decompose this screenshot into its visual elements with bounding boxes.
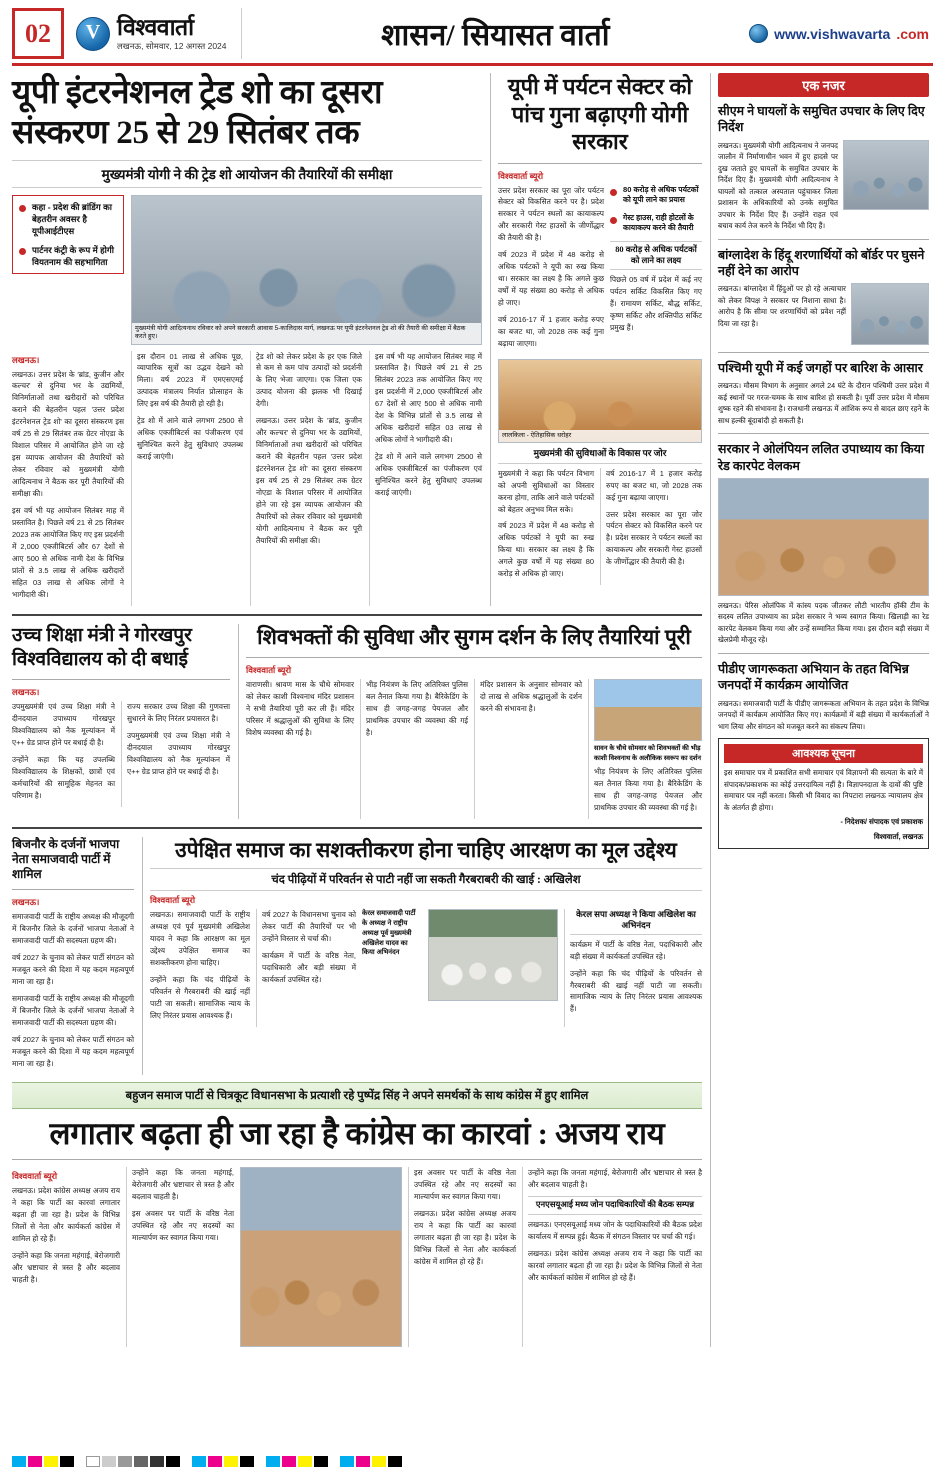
publication-logo <box>64 8 242 59</box>
swatch-black <box>60 1456 74 1467</box>
tourism-bullets <box>610 185 702 235</box>
notice-header: आवश्यक सूचना <box>724 744 923 763</box>
swatch-gray <box>86 1456 100 1467</box>
shiv-byline: विश्ववार्ता ब्यूरो <box>246 665 292 676</box>
higher-edu-byline: लखनऊ। <box>12 686 40 697</box>
tourism-body-col1: उत्तर प्रदेश सरकार का पूरा जोर पर्यटन सेक्टर को विकसित करने पर है। प्रदेश सरकार ने पर्यटन स्थलों का कायाकल्प और सरकारी गेस्ट हाउसों के जीर्णोद्धार की तैयारी की है। वर्ष 2023 में प्रदेश में 48 करोड़ से अधिक पर्यटकों ने यूपी का रुख किया था। सरकार का लक्ष्य है कि अगले कुछ वर्षों में यह संख्या 80 करोड़ से अधिक हो जाए। वर्ष 2016-17 में 1 हजार करोड़ रुपए का बजट था, जो 2028 तक कई गुना बढ़ाया जाएगा। <box>498 185 604 349</box>
swatch-cyan <box>266 1456 280 1467</box>
congress-body-col3: इस अवसर पर पार्टी के वरिष्ठ नेता उपस्थित रहे और नए सदस्यों का माल्यार्पण कर स्वागत किया गया। लखनऊ। प्रदेश कांग्रेस अध्यक्ष अजय राय ने कहा कि पार्टी का कारवां लगातार बढ़ता ही जा रहा है। प्रदेश के विभिन्न जिलों से नेता और कार्यकर्ता कांग्रेस में शामिल हो रहे हैं। <box>408 1167 516 1347</box>
website-tld: .com <box>896 25 929 42</box>
shiv-story <box>238 624 702 819</box>
higher-edu-story <box>12 624 230 819</box>
bijnor-story <box>12 837 134 1075</box>
ek-nazar-rail <box>710 73 929 1347</box>
masthead <box>12 8 933 66</box>
shiv-body-col1: वाराणसी। श्रावण मास के चौथे सोमवार को लेकर काशी विश्वनाथ मंदिर प्रशासन ने सभी तैयारियां पूरी कर ली हैं। मंदिर परिसर में श्रद्धालुओं की सुविधा के लिए विशेष व्यवस्था की गई है। <box>246 680 354 738</box>
shiv-body-col4: भीड़ नियंत्रण के लिए अतिरिक्त पुलिस बल तैनात किया गया है। बैरिकेडिंग के साथ ही जगह-जगह पेयजल और प्राथमिक उपचार की व्यवस्था की गई है। <box>594 766 702 812</box>
lead-byline: लखनऊ। <box>12 354 40 365</box>
akhilesh-photo <box>428 909 558 1001</box>
rail-item <box>718 661 929 732</box>
higher-edu-headline: उच्च शिक्षा मंत्री ने गोरखपुर विश्वविद्यालय को दी बधाई <box>12 625 192 670</box>
swatch-yellow <box>372 1456 386 1467</box>
swatch-magenta <box>28 1456 42 1467</box>
rail-item-photo <box>718 478 929 596</box>
swatch-yellow <box>44 1456 58 1467</box>
tourism-body-col4: वर्ष 2016-17 में 1 हजार करोड़ रुपए का बजट था, जो 2028 तक कई गुना बढ़ाया जाएगा। उत्तर प्रदेश सरकार का पूरा जोर पर्यटन सेक्टर को विकसित करने पर है। प्रदेश सरकार ने पर्यटन स्थलों का कायाकल्प और सरकारी गेस्ट हाउसों के जीर्णोद्धार की तैयारी की है। <box>600 468 702 586</box>
rail-item <box>718 103 929 232</box>
lead-body-col4: इस वर्ष भी यह आयोजन सितंबर माह में प्रस्तावित है। पिछले वर्ष 21 से 25 सितंबर 2023 तक आयोजित किए गए इस प्रदर्शनी में 2,000 एक्जीबिटर्स और 67 देशों से आए 500 से अधिक नामी देश के विभिन्न प्रांतों से 3.5 लाख से अधिक खरीदारों सहित 03 लाख से अधिक लोगों ने भागीदारी की। ट्रेड शो में आने वाले लगभग 2500 से अधिक एक्जीबिटर्स का पंजीकरण एवं सुनिश्चित करने हेतु सुविधाएं उपलब्ध कराई जाएंगी। <box>375 351 482 498</box>
shiv-photo <box>594 679 702 741</box>
swatch-magenta <box>208 1456 222 1467</box>
akhilesh-body-col3: कार्यक्रम में पार्टी के वरिष्ठ नेता, पदाधिकारी और बड़ी संख्या में कार्यकर्ता उपस्थित रहे। उन्होंने कहा कि चंद पीढ़ियों के परिवर्तन से गैरबराबरी की खाई नहीं पाटी जा सकती। सामाजिक न्याय के लिए निरंतर प्रयास आवश्यक हैं। <box>570 939 702 1014</box>
nsui-subheadline: एनएसयूआई मध्य जोन पदाधिकारियों की बैठक सम्पन्न <box>528 1196 702 1215</box>
lead-story <box>12 73 482 606</box>
website-url: www.vishwavarta <box>774 25 891 42</box>
akhilesh-headline: उपेक्षित समाज का सशक्तीकरण होना चाहिए आरक्षण का मूल उद्देश्य <box>175 837 677 862</box>
notice-box <box>718 738 929 849</box>
lead-photo-caption: मुख्यमंत्री योगी आदित्यनाथ रविवार को अपने सरकारी आवास 5-कालिदास मार्ग, लखनऊ पर यूपी इंटरनेशनल ट्रेड शो की तैयारी की समीक्षा में बैठक करते हुए। <box>132 323 481 344</box>
lead-bullet: पार्टनर कंट्री के रूप में होगी वियतनाम की सहभागिता <box>19 244 117 268</box>
page-number: 02 <box>12 8 64 59</box>
section-title: शासन/ सियासत वार्ता <box>381 19 610 52</box>
akhilesh-photo-caption: केरल समाजवादी पार्टी के अध्यक्ष ने राष्ट्रीय अध्यक्ष पूर्व मुख्यमंत्री अखिलेश यादव का किया अभिनंदन <box>362 910 416 957</box>
akhilesh-byline: विश्ववार्ता ब्यूरो <box>150 895 196 906</box>
rail-item <box>718 360 929 426</box>
publication-title: विश्ववार्ता <box>117 15 194 41</box>
bijnor-headline: बिजनौर के दर्जनों भाजपा नेता समाजवादी पार्टी में शामिल <box>12 836 120 881</box>
rail-item-title: बांग्लादेश के हिंदू शरणार्थियों को बॉर्डर पर घुसने नहीं देने का आरोप <box>718 247 925 278</box>
lead-subheadline: मुख्यमंत्री योगी ने की ट्रेड शो आयोजन की तैयारियों की समीक्षा <box>12 160 482 188</box>
rail-item-title: सरकार ने ओलंपियन ललित उपाध्याय का किया रेड कारपेट वेलकम <box>718 442 925 473</box>
swatch-cyan <box>12 1456 26 1467</box>
lead-bullet: कहा - प्रदेश की ब्रांडिंग का बेहतरीन अवसर है यूपीआईटीएस <box>19 201 117 237</box>
lead-body-col2: इस दौरान 01 लाख से अधिक पूछ, व्यापारिक सूत्रों का उद्भव देखने को मिला। वर्ष 2023 में एमएसएमई उत्पादक मंत्रालय निर्यात प्रोत्साहन के लिए इस वर्ष की तैयारी हो रही है। ट्रेड शो में आने वाले लगभग 2500 से अधिक एक्जीबिटर्स का पंजीकरण एवं सुनिश्चित करने हेतु सुविधाएं उपलब्ध कराई जाएंगी। <box>137 351 243 462</box>
lead-body-col1: लखनऊ। उत्तर प्रदेश के 'ब्रांड, कुजीन और कल्चर' से दुनिया भर के उद्यमियों, विनिर्माताओं तथा खरीदारों को परिचित कराने की बेहतरीन पहल 'उत्तर प्रदेश इंटरनेशनल ट्रेड शो' का दूसरा संस्करण इस वर्ष 25 से 29 सितंबर तक ग्रेटर नोएडा के विशाल परिसर में आयोजित होने जा रहे इस व्यापक आयोजन की तैयारियों को लेकर रविवार को मुख्यमंत्री योगी आदित्यनाथ ने बैठक कर पूरी तैयारियों की समीक्षा की। इस वर्ष भी यह आयोजन सितंबर माह में प्रस्तावित है। पिछले वर्ष 21 से 25 सितंबर 2023 तक आयोजित किए गए इस प्रदर्शनी में 2,000 एक्जीबिटर्स और 67 देशों से आए 500 से अधिक नामी देश के विभिन्न प्रांतों से 3.5 लाख से अधिक खरीदारों सहित 03 लाख से अधिक लोगों ने भागीदारी की। <box>12 369 124 600</box>
swatch-cyan <box>192 1456 206 1467</box>
akhilesh-subheadline: चंद पीढ़ियों में परिवर्तन से पाटी नहीं जा सकती गैरबराबरी की खाई : अखिलेश <box>150 868 702 891</box>
rail-item-body: लखनऊ। पेरिस ओलंपिक में कांस्य पदक जीतकर लौटी भारतीय हॉकी टीम के सदस्य ललित उपाध्याय का प्रदेश सरकार ने भव्य स्वागत किया। खिलाड़ी का रेड कारपेट वेलकम किया गया और उन्हें सम्मानित किया गया। इस दौरान बड़ी संख्या में खेलप्रेमी मौजूद रहे। <box>718 600 929 645</box>
akhilesh-story <box>142 837 702 1075</box>
cmyk-swatches <box>12 1456 74 1467</box>
swatch-gray <box>118 1456 132 1467</box>
tourism-story <box>490 73 702 606</box>
swatch-gray <box>102 1456 116 1467</box>
notice-signature: - निदेशक/ संपादक एवं प्रकाशक <box>840 817 923 827</box>
gray-swatches <box>86 1456 180 1467</box>
rail-item-photo <box>843 140 929 210</box>
shiv-body-col2: भीड़ नियंत्रण के लिए अतिरिक्त पुलिस बल तैनात किया गया है। बैरिकेडिंग के साथ ही जगह-जगह पेयजल और प्राथमिक उपचार की व्यवस्था की गई है। <box>360 679 468 818</box>
bsp-banner: बहुजन समाज पार्टी से चित्रकूट विधानसभा के प्रत्याशी रहे पुष्पेंद्र सिंह ने अपने समर्थकों के साथ कांग्रेस में हुए शामिल <box>12 1082 702 1109</box>
rail-item-title: सीएम ने घायलों के समुचित उपचार के लिए दिए निर्देश <box>718 104 925 135</box>
rail-header: एक नजर <box>718 73 929 97</box>
tourism-photo <box>498 359 702 443</box>
lead-body-col3: ट्रेड शो को लेकर प्रदेश के हर एक जिले से कम से कम पांच उत्पादों को प्रदर्शनी के लिए भेजा जाएगा। एक जिला एक उत्पाद योजना की झलक भी दिखाई देगी। लखनऊ। उत्तर प्रदेश के 'ब्रांड, कुजीन और कल्चर' से दुनिया भर के उद्यमियों, विनिर्माताओं तथा खरीदारों को परिचित कराने की बेहतरीन पहल 'उत्तर प्रदेश इंटरनेशनल ट्रेड शो' का दूसरा संस्करण इस वर्ष 25 से 29 सितंबर तक ग्रेटर नोएडा के विशाल परिसर में आयोजित होने जा रहे इस व्यापक आयोजन की तैयारियों को लेकर रविवार को मुख्यमंत्री योगी आदित्यनाथ ने बैठक कर पूरी तैयारियों की समीक्षा की। <box>256 351 362 546</box>
rail-item <box>718 441 929 646</box>
rail-item-body: लखनऊ। मौसम विभाग के अनुसार अगले 24 घंटे के दौरान पश्चिमी उत्तर प्रदेश में कई स्थानों पर गरज-चमक के साथ बारिश हो सकती है। पूर्वी उत्तर प्रदेश में मौसम शुष्क रहने की संभावना है। राजधानी लखनऊ में आंशिक रूप से बादल छाए रहने के साथ हल्की बूंदाबांदी हो सकती है। <box>718 381 929 425</box>
akhilesh-body-col1: लखनऊ। समाजवादी पार्टी के राष्ट्रीय अध्यक्ष एवं पूर्व मुख्यमंत्री अखिलेश यादव ने कहा कि आरक्षण का मूल उद्देश्य उपेक्षित समाज का सशक्तीकरण होना चाहिए। उन्होंने कहा कि चंद पीढ़ियों के परिवर्तन से गैरबराबरी की खाई नहीं पाटी जा सकती। सामाजिक न्याय के लिए निरंतर प्रयास आवश्यक हैं। <box>150 910 250 1020</box>
swatch-gray <box>134 1456 148 1467</box>
tourism-bullet: गेस्ट हाउस, राही होटलों के कायाकल्प करने की तैयारी <box>610 213 702 234</box>
rail-item-body: लखनऊ। बांग्लादेश में हिंदुओं पर हो रहे अत्याचार को लेकर विपक्ष ने सरकार पर निशाना साधा है। आरोप है कि सीमा पर शरणार्थियों को प्रवेश नहीं दिया जा रहा है। <box>718 284 846 328</box>
swatch-magenta <box>282 1456 296 1467</box>
swatch-black <box>388 1456 402 1467</box>
tourism-subheadline: 80 करोड़ से अधिक पर्यटकों को लाने का लक्ष्य <box>610 241 702 270</box>
tourism-bullet: 80 करोड़ से अधिक पर्यटकों को यूपी लाने का प्रयास <box>610 185 702 206</box>
logo-icon <box>76 17 110 51</box>
rail-item <box>718 247 929 346</box>
cmyk-swatches-3 <box>266 1456 328 1467</box>
rail-item-title: पीडीए जागरूकता अभियान के तहत विभिन्न जनपदों में कार्यक्रम आयोजित <box>718 662 909 693</box>
akhilesh-sub-head2: केरल सपा अध्यक्ष ने किया अखिलेश का अभिनंदन <box>570 909 702 934</box>
tourism-body-col3: मुख्यमंत्री ने कहा कि पर्यटन विभाग को अपनी सुविधाओं का विस्तार करना होगा, ताकि आने वाले पर्यटकों को बेहतर अनुभव मिल सके। वर्ष 2023 में प्रदेश में 48 करोड़ से अधिक पर्यटकों ने यूपी का रुख किया था। सरकार का लक्ष्य है कि अगले कुछ वर्षों में यह संख्या 80 करोड़ से अधिक हो जाए। <box>498 468 594 579</box>
main-content <box>12 73 702 1347</box>
bijnor-body: समाजवादी पार्टी के राष्ट्रीय अध्यक्ष की मौजूदगी में बिजनौर जिले के दर्जनों भाजपा नेताओं ने समाजवादी पार्टी की सदस्यता ग्रहण की। वर्ष 2027 के चुनाव को लेकर पार्टी संगठन को मजबूत करने की दिशा में यह कदम महत्वपूर्ण माना जा रहा है। समाजवादी पार्टी के राष्ट्रीय अध्यक्ष की मौजूदगी में बिजनौर जिले के दर्जनों भाजपा नेताओं ने समाजवादी पार्टी की सदस्यता ग्रहण की। वर्ष 2027 के चुनाव को लेकर पार्टी संगठन को मजबूत करने की दिशा में यह कदम महत्वपूर्ण माना जा रहा है। <box>12 911 134 1068</box>
swatch-yellow <box>224 1456 238 1467</box>
publication-dateline: लखनऊ, सोमवार, 12 अगस्त 2024 <box>117 41 227 52</box>
shiv-headline: शिवभक्तों की सुविधा और सुगम दर्शन के लिए तैयारियां पूरी <box>257 625 691 650</box>
swatch-cyan <box>340 1456 354 1467</box>
notice-body: इस समाचार पत्र में प्रकाशित सभी समाचार एवं विज्ञापनों की सत्यता के बारे में संपादक/प्रकाशक का कोई उत्तरदायित्व नहीं है। विज्ञापनदाता के दावों की पुष्टि समाचार पत्र नहीं करता। किसी भी विवाद का निपटारा लखनऊ न्यायालय क्षेत्र के अंतर्गत ही होगा। <box>724 768 923 812</box>
swatch-black <box>240 1456 254 1467</box>
tourism-photo-caption: लालकिला - ऐतिहासिक धरोहर <box>499 430 701 442</box>
congress-byline: विश्ववार्ता ब्यूरो <box>12 1171 58 1182</box>
globe-icon <box>749 24 768 43</box>
lead-headline: यूपी इंटरनेशनल ट्रेड शो का दूसरा संस्करण 25 से 29 सितंबर तक <box>12 75 383 152</box>
tourism-body-col2: पिछले 05 वर्ष में प्रदेश में कई नए पर्यटन सर्किट विकसित किए गए हैं। रामायण सर्किट, बौद्ध सर्किट, कृष्ण सर्किट और शक्तिपीठ सर्किट प्रमुख हैं। <box>610 275 702 332</box>
bijnor-byline: लखनऊ। <box>12 896 40 907</box>
congress-story <box>12 1115 702 1348</box>
tourism-subheadline-2: मुख्यमंत्री की सुविधाओं के विकास पर जोर <box>498 448 702 463</box>
rail-item-body: लखनऊ। समाजवादी पार्टी के पीडीए जागरूकता अभियान के तहत प्रदेश के विभिन्न जनपदों में कार्यक्रम आयोजित किए गए। कार्यक्रमों में बड़ी संख्या में कार्यकर्ताओं ने भाग लिया और संगठन को मजबूत करने का संकल्प लिया। <box>718 698 929 731</box>
akhilesh-body-col2: वर्ष 2027 के विधानसभा चुनाव को लेकर पार्टी की तैयारियों पर भी उन्होंने विस्तार से चर्चा की। कार्यक्रम में पार्टी के वरिष्ठ नेता, पदाधिकारी और बड़ी संख्या में कार्यकर्ता उपस्थित रहे। <box>256 909 356 1027</box>
swatch-gray <box>150 1456 164 1467</box>
higher-edu-body-col1: उपमुख्यमंत्री एवं उच्च शिक्षा मंत्री ने दीनदयाल उपाध्याय गोरखपुर विश्वविद्यालय को नैक मूल्यांकन में ए++ ग्रेड प्राप्त होने पर बधाई दी है। उन्होंने कहा कि यह उपलब्धि विश्वविद्यालय के शिक्षकों, छात्रों एवं कर्मचारियों की सामूहिक मेहनत का परिणाम है। <box>12 701 115 800</box>
congress-body-col2: उन्होंने कहा कि जनता महंगाई, बेरोजगारी और भ्रष्टाचार से त्रस्त है और बदलाव चाहती है। इस अवसर पर पार्टी के वरिष्ठ नेता उपस्थित रहे और नए सदस्यों का माल्यार्पण कर स्वागत किया गया। <box>126 1167 234 1347</box>
shiv-body-col3: मंदिर प्रशासन के अनुसार सोमवार को दो लाख से अधिक श्रद्धालुओं के दर्शन करने की संभावना है। <box>474 679 582 818</box>
swatch-magenta <box>356 1456 370 1467</box>
lead-bullets <box>12 195 124 274</box>
swatch-gray <box>166 1456 180 1467</box>
notice-signature-2: विश्ववार्ता, लखनऊ <box>873 831 923 841</box>
shiv-photo-caption: सावन के चौथे सोमवार को शिवभक्तों की भीड़ काशी विश्वनाथ के अलौकिक स्वरूप का दर्शन <box>594 745 702 762</box>
cmyk-swatches-2 <box>192 1456 254 1467</box>
rail-item-photo <box>851 283 929 345</box>
congress-body-col5: लखनऊ। एनएसयूआई मध्य जोन के पदाधिकारियों की बैठक प्रदेश कार्यालय में सम्पन्न हुई। बैठक में संगठन विस्तार पर चर्चा की गई। लखनऊ। प्रदेश कांग्रेस अध्यक्ष अजय राय ने कहा कि पार्टी का कारवां लगातार बढ़ता ही जा रहा है। प्रदेश के विभिन्न जिलों से नेता और कार्यकर्ता कांग्रेस में शामिल हो रहे हैं। <box>528 1219 702 1282</box>
swatch-black <box>314 1456 328 1467</box>
color-registration-bar <box>12 1455 933 1467</box>
congress-photo <box>240 1167 402 1347</box>
swatch-yellow <box>298 1456 312 1467</box>
higher-edu-body-col2: राज्य सरकार उच्च शिक्षा की गुणवत्ता सुधारने के लिए निरंतर प्रयासरत है। उपमुख्यमंत्री एवं उच्च शिक्षा मंत्री ने दीनदयाल उपाध्याय गोरखपुर विश्वविद्यालय को नैक मूल्यांकन में ए++ ग्रेड प्राप्त होने पर बधाई दी है। <box>121 701 230 807</box>
tourism-byline: विश्ववार्ता ब्यूरो <box>498 170 544 181</box>
cmyk-swatches-4 <box>340 1456 402 1467</box>
rail-item-body: लखनऊ। मुख्यमंत्री योगी आदित्यनाथ ने जनपद जालौन में निर्माणाधीन भवन में हुए हादसे पर दुख जताते हुए घायलों के समुचित उपचार के निर्देश दिए हैं। मुख्यमंत्री योगी आदित्यनाथ ने घायलों को तत्काल अस्पताल पहुंचाकर जिला प्रशासन के अधिकारियों को उनके समुचित उपचार के निर्देश दिए हैं। उन्होंने राहत एवं बचाव कार्य तेज करने के निर्देश भी दिए हैं। <box>718 140 838 231</box>
website-link[interactable] <box>749 8 933 59</box>
congress-headline: लगातार बढ़ता ही जा रहा है कांग्रेस का कारवां : अजय राय <box>49 1115 665 1151</box>
lead-photo <box>131 195 482 345</box>
rail-item-title: पश्चिमी यूपी में कई जगहों पर बारिश के आसार <box>718 361 923 376</box>
congress-body-col1: लखनऊ। प्रदेश कांग्रेस अध्यक्ष अजय राय ने कहा कि पार्टी का कारवां लगातार बढ़ता ही जा रहा है। प्रदेश के विभिन्न जिलों से नेता और कार्यकर्ता कांग्रेस में शामिल हो रहे हैं। उन्होंने कहा कि जनता महंगाई, बेरोजगारी और भ्रष्टाचार से त्रस्त है और बदलाव चाहती है। <box>12 1186 120 1285</box>
congress-body-col4: उन्होंने कहा कि जनता महंगाई, बेरोजगारी और भ्रष्टाचार से त्रस्त है और बदलाव चाहती है। <box>528 1168 702 1190</box>
tourism-headline: यूपी में पर्यटन सेक्टर को पांच गुना बढ़ाएगी योगी सरकार <box>507 74 693 154</box>
